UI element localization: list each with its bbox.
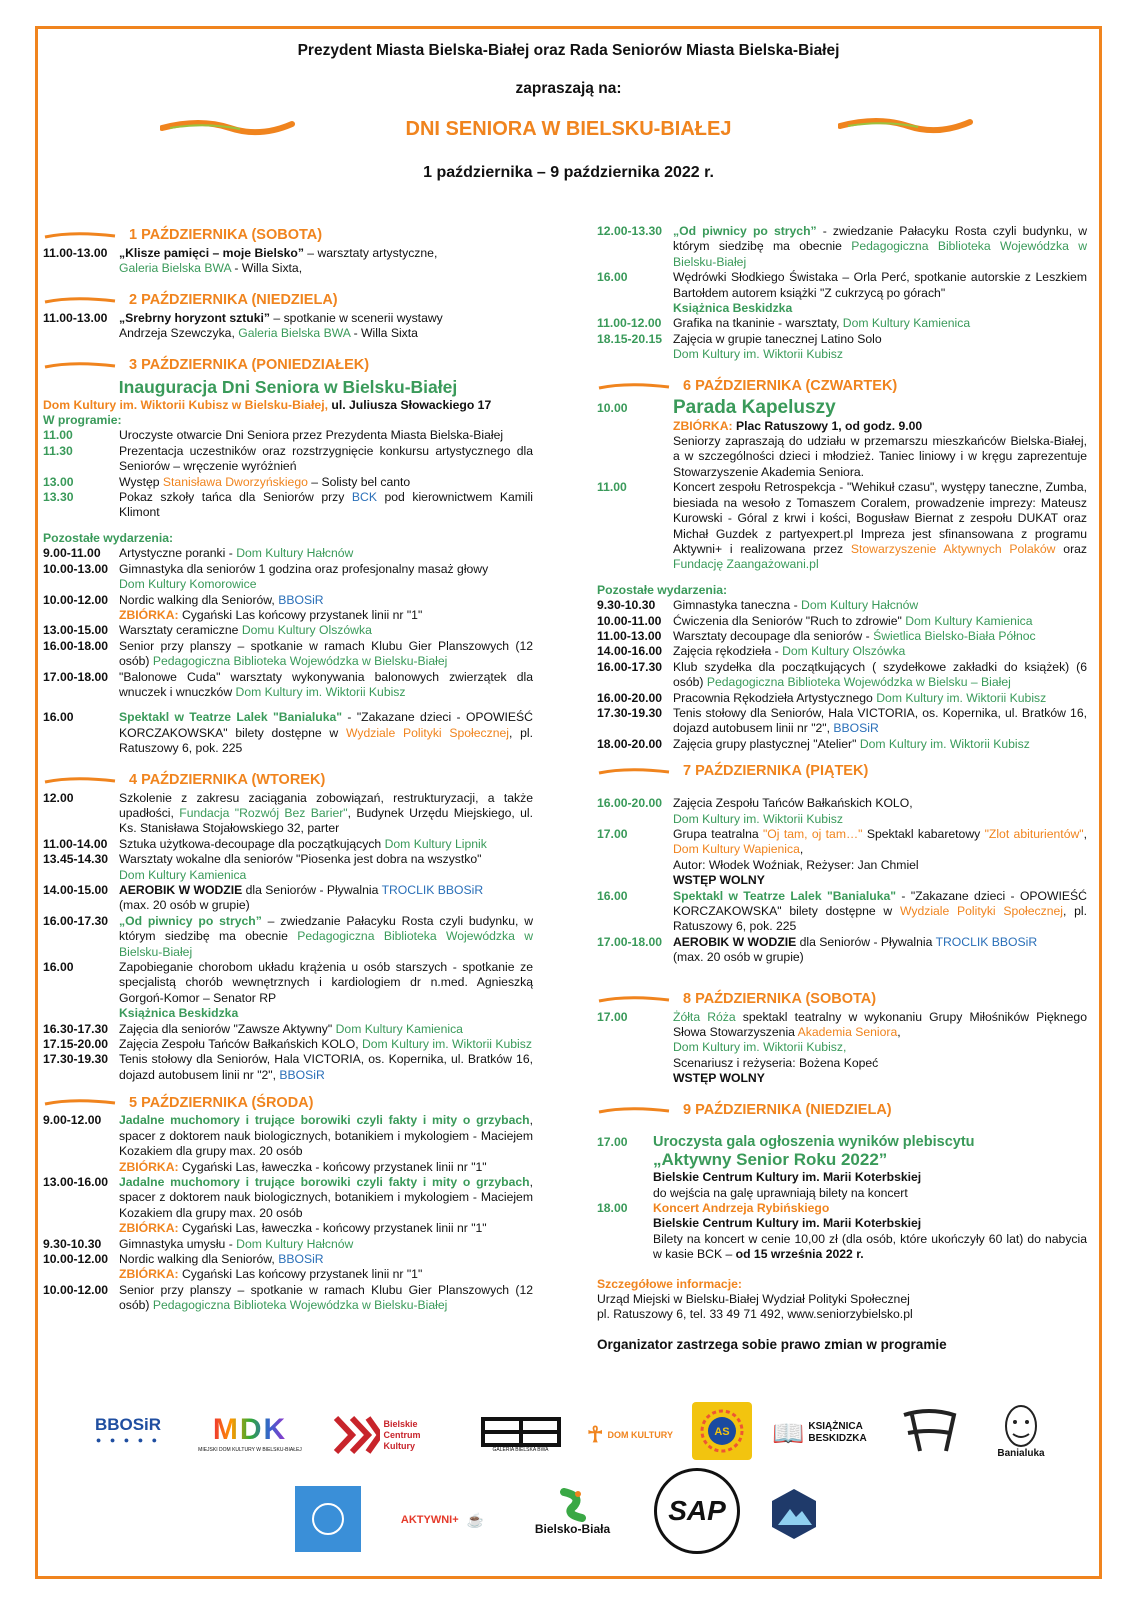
event-dates: 1 października – 9 października 2022 r. — [423, 164, 714, 181]
book-icon: 📖 — [772, 1417, 805, 1448]
figure-icon: ☥ — [587, 1422, 604, 1447]
logo-circle-blue — [295, 1486, 361, 1552]
swoosh-icon — [43, 1098, 117, 1108]
as-sun-icon — [697, 1406, 747, 1456]
logo-bbosir: BBOSiR ● ● ● ● ● — [94, 1415, 162, 1445]
logo-mountain — [768, 1486, 820, 1542]
inauguration-title: Inauguracja Dni Seniora w Bielsku-Białej — [118, 376, 458, 397]
coffee-cup-icon: ☕ — [466, 1511, 485, 1528]
bck-mark-icon — [332, 1414, 380, 1456]
bielsko-mark-icon — [556, 1488, 590, 1522]
logo-dom-kultury: ☥ DOM KULTURY — [587, 1422, 673, 1447]
chair-icon — [894, 1403, 964, 1457]
swoosh-icon — [43, 361, 117, 371]
bwa-mark-icon — [481, 1417, 561, 1447]
day3-heading: 3 PAŹDZIERNIKA (PONIEDZIAŁEK) — [43, 356, 533, 376]
organizer-note: Organizator zastrzega sobie prawo zmian w programie — [597, 1336, 947, 1352]
day2-heading: 2 PAŹDZIERNIKA (NIEDZIELA) — [43, 291, 533, 311]
day8-heading: 8 PAŹDZIERNIKA (SOBOTA) — [597, 990, 1087, 1010]
logo-as — [692, 1402, 752, 1460]
day4-heading: 4 PAŹDZIERNIKA (WTOREK) — [43, 771, 533, 791]
right-column: 12.00-13.30 „Od piwnicy po strych” - zwiedzanie Pałacyku Rosta czyli budynku, w którym siedzibę ma obecnie Pedagogiczna Biblioteka Wojewódzka w Bielsku-Białej 16.00 Wędrówki Słodkiego Świstaka – Orla Perć, spotkanie autorskie z Leszkiem Bartołdem autorem książki "Z cukrzycą po górach" Książnica Beskidzka 11.00-12.00 Grafika na tkaninie - warsztaty, Dom Kultury Kamienica 18.15-20.15 Zajęcia w grupie tanecznej Latino Solo Dom Kultury im. Wiktorii Kubisz 6 PAŹDZIERNIKA (CZWARTEK) 10.00 Parada Kapeluszy ZBIÓRKA: Plac Ratuszowy 1, od godz. 9.00 Seniorzy zapraszają do udziału w przemarszu mieszkańców Bielska-Białej, a w szczególności dzieci i młodzież. Taniec liniowy i w kręgu zaprezentuje Stowarzyszenie Akademia Seniora. 11.00 Koncert zespołu Retrospekcja - "Wehikuł czasu", występy taneczne, Zumba, biesiada na wesoło z Tomaszem Coralem, prowadzenie imprezy: Mateusz Kurowski - Góral z krwi i kości, Bogusław Biernat z zespołu DUKAT oraz Michał Guzdek z partyexpert.pl Impreza jest sfinansowana z programu Aktywni+ i realizowana przez Stowarzyszenie Aktywnych Polaków oraz Fundację Zaangażowani.pl Pozostałe wydarzenia: 9.30-10.30 Gimnastyka taneczna - Dom Kultury Hałcnów 10.00-11.00 Ćwiczenia dla Seniorów "Ruch to zdrowie" Dom Kultury Kamienica 11.00-13.00 Warsztaty decoupage dla seniorów - Świetlica Bielsko-Biała Północ 14.00-16.00 Zajęcia rękodzieła - Dom Kultury Olszówka 16.00-17.30 Klub szydełka dla początkujących ( szydełkowe zakładki do książek) (6 osób) Pedagogiczna Biblioteka Wojewódzka w Bielsku – Białej 16.00-20.00 Pracownia Rękodzieła Artystycznego Dom Kultury im. Wiktorii Kubisz 17.30-19.30 Tenis stołowy dla Seniorów, Hala VICTORIA, os. Kopernika, ul. Bratków 16, dojazd autobusem linii nr "2", BBOSiR 18.00-20.00 Zajęcia grupy plastycznej "Atelier" Dom Kultury im. Wiktorii Kubisz 7 PAŹDZIERNIKA (PIĄTEK) 16.00-20.00 Zajęcia Zespołu Tańców Bałkańskich KOLO, Dom Kultury im. Wiktorii Kubisz 17.00 Grupa teatralna "Oj tam, oj tam…" Spektakl kabaretowy "Zlot abiturientów", Dom Kultury Wapienica, Autor: Włodek Woźniak, Reżyser: Jan Chmiel WSTĘP WOLNY 16.00 Spektakl w Teatrze Lalek "Banialuka" - "Zakazane dzieci - OPOWIEŚĆ KORCZAKOWSKA" bilety dostępne w Wydziale Polityki Społecznej, pl. Ratuszowy 6, pok. 225 17.00-18.00 AEROBIK W WODZIE dla Seniorów - Pływalnia TROCLIK BBOSiR (max. 20 osób w grupie) 8 PAŹDZIERNIKA (SOBOTA) 17.00 Żółta Róża spektakl teatralny w wykonaniu Grupy Miłośników Pięknego Słowa Stowarzyszenia Akademia Seniora, Dom Kultury im. Wiktorii Kubisz, Scenariusz i reżyseria: Bożena Kopeć WSTĘP WOLNY 9 PAŹDZIERNIKA (NIEDZIELA) 17.00 Uroczysta gala ogłoszenia wyników plebiscytu „Aktywny Senior Roku 2022” Bielskie Centrum Kultury im. Marii Koterbskiej do wejścia na galę uprawniają bilety na koncert 18.00 Koncert Andrzeja Rybińskiego Bielskie Centrum Kultury im. Marii Koterbskiej Bilety na koncert w cenie 10,00 zł (dla osób, które ukończyły 60 lat) do nabycia w kasie BCK – od 15 września 2022 r. Szczegółowe informacje: Urząd Miejski w Bielsku-Białej Wydział Polityki Społecznej pl. Ratuszowy 6, tel. 33 49 71 492, www.seniorzybielsko.pl Organizator zastrzega sobie prawo zmian w programie — [597, 224, 1088, 1352]
event-row: 11.00-13.00 „Klisze pamięci – moje Bielsko” – warsztaty artystyczne, Galeria Bielska BWA - Willa Sixta, — [43, 246, 438, 276]
mountain-hex-icon — [770, 1487, 818, 1541]
logo-sap: SAP — [654, 1468, 740, 1554]
logo-chair — [893, 1402, 965, 1458]
left-column: 1 PAŹDZIERNIKA (SOBOTA) 11.00-13.00 „Klisze pamięci – moje Bielsko” – warsztaty artystyczne, Galeria Bielska BWA - Willa Sixta, 2 PAŹDZIERNIKA (NIEDZIELA) 11.00-13.00 „Srebrny horyzont sztuki” – spotkanie w scenerii wystawy Andrzeja Szewczyka, Galeria Bielska BWA - Willa Sixta 3 PAŹDZIERNIKA (PONIEDZIAŁEK) Inauguracja Dni Seniora w Bielsku-Białej Dom Kultury im. Wiktorii Kubisz w Bielsku-Białej, ul. Juliusza Słowackiego 17 W programie: 11.00 Uroczyste otwarcie Dni Seniora przez Prezydenta Miasta Bielska-Białej 11.30 Prezentacja uczestników oraz rozstrzygnięcie konkursu artystycznego dla Seniorów – wręczenie wyróżnień 13.00 Występ Stanisława Dworzyńskiego – Solisty bel canto 13.30 Pokaz szkoły tańca dla Seniorów przy BCK pod kierownictwem Kamili Klimont Pozostałe wydarzenia: 9.00-11.00 Artystyczne poranki - Dom Kultury Hałcnów 10.00-13.00 Gimnastyka dla seniorów 1 godzina oraz profesjonalny masaż głowy Dom Kultury Komorowice 10.00-12.00 Nordic walking dla Seniorów, BBOSiR ZBIÓRKA: Cygański Las końcowy przystanek linii nr "1" 13.00-15.00 Warsztaty ceramiczne Domu Kultury Olszówka 16.00-18.00 Senior przy planszy – spotkanie w ramach Klubu Gier Planszowych (12 osób) Pedagogiczna Biblioteka Wojewódzka w Bielsku-Białej 17.00-18.00 "Balonowe Cuda" warsztaty wykonywania balonowych zwierzątek dla wnuczek i wnuczków Dom Kultury im. Wiktorii Kubisz 16.00 Spektakl w Teatrze Lalek "Banialuka" - "Zakazane dzieci - OPOWIEŚĆ KORCZAKOWSKA" bilety dostępne w Wydziale Polityki Społecznej, pl. Ratuszowy 6, pok. 225 4 PAŹDZIERNIKA (WTOREK) 12.00 Szkolenie z zakresu zaciągania zobowiązań, restrukturyzacji, a także upadłości, Fundacja "Rozwój Bez Barier", Budynek Urzędu Miejskiego, ul. Ks. Stanisława Stojałowskiego 32, parter 11.00-14.00 Sztuka użytkowa-decoupage dla początkujących Dom Kultury Lipnik 13.45-14.30 Warsztaty wokalne dla seniorów "Piosenka jest dobra na wszystko" Dom Kultury Kamienica 14.00-15.00 AEROBIK W WODZIE dla Seniorów - Pływalnia TROCLIK BBOSiR (max. 20 osób w grupie) 16.00-17.30 „Od piwnicy po strych” – zwiedzanie Pałacyku Rosta czyli budynku, w którym siedzibę ma obecnie Pedagogiczna Biblioteka Wojewódzka w Bielsku-Białej 16.00 Zapobieganie chorobom układu krążenia u osób starszych - spotkanie ze specjalistą chorób wewnętrznych i kardiologiem dr n.med. Agnieszką Gorgoń-Komor – Senator RP Książnica Beskidzka 16.30-17.30 Zajęcia dla seniorów "Zawsze Aktywny" Dom Kultury Kamienica 17.15-20.00 Zajęcia Zespołu Tańców Bałkańskich KOLO, Dom Kultury im. Wiktorii Kubisz 17.30-19.30 Tenis stołowy dla Seniorów, Hala VICTORIA, os. Kopernika, ul. Bratków 16, dojazd autobusem linii nr "2", BBOSiR 5 PAŹDZIERNIKA (ŚRODA) 9.00-12.00 Jadalne muchomory i trujące borowiki czyli fakty i mity o grzybach, spacer z doktorem nauk biologicznych, botanikiem i mykologiem - Maciejem Kozakiem dla grupy max. 20 osób ZBIÓRKA: Cygański Las, ławeczka - końcowy przystanek linii nr "1" 13.00-16.00 Jadalne muchomory i trujące borowiki czyli fakty i mity o grzybach, spacer z doktorem nauk biologicznych, botanikiem i mykologiem - Maciejem Kozakiem dla grupy max. 20 osób ZBIÓRKA: Cygański Las, ławeczka - końcowy przystanek linii nr "1" 9.30-10.30 Gimnastyka umysłu - Dom Kultury Hałcnów 10.00-12.00 Nordic walking dla Seniorów, BBOSiR ZBIÓRKA: Cygański Las końcowy przystanek linii nr "1" 10.00-12.00 Senior przy planszy – spotkanie w ramach Klubu Gier Planszowych (12 osób) Pedagogiczna Biblioteka Wojewódzka w Bielsku-Białej — [43, 227, 534, 1313]
day5-heading: 5 PAŹDZIERNIKA (ŚRODA) — [43, 1093, 533, 1113]
swoosh-icon — [43, 231, 117, 241]
event-row: 11.00-13.00 „Srebrny horyzont sztuki” – spotkanie w scenerii wystawy Andrzeja Szewczyka, Galeria Bielska BWA - Willa Sixta — [43, 310, 443, 341]
logo-bwa: GALERIA BIELSKA BWA — [478, 1412, 563, 1458]
info-title: Szczegółowe informacje: — [597, 1276, 742, 1291]
logo-bck: Bielskie Centrum Kultury — [325, 1412, 450, 1458]
swoosh-icon — [597, 767, 671, 777]
swoosh-icon — [597, 382, 671, 392]
day9-heading: 9 PAŹDZIERNIKA (NIEDZIELA) — [597, 1101, 1087, 1121]
puppet-face-icon — [1001, 1404, 1041, 1448]
day6-heading: 6 PAŹDZIERNIKA (CZWARTEK) — [597, 377, 1087, 397]
day1-heading: 1 PAŹDZIERNIKA (SOBOTA) — [43, 226, 533, 246]
svg-text:AS: AS — [714, 1426, 730, 1438]
header-line2: zapraszają na: — [515, 80, 622, 97]
header-line1: Prezydent Miasta Bielska-Białej oraz Rada Seniorów Miasta Bielska-Białej — [297, 42, 840, 59]
swoosh-icon — [43, 296, 117, 306]
logo-mdk: MDK MIEJSKI DOM KULTURY W BIELSKU-BIAŁEJ — [198, 1413, 302, 1453]
day7-heading: 7 PAŹDZIERNIKA (PIĄTEK) — [597, 762, 1087, 782]
logo-aktywni: AKTYWNI+ ☕ — [400, 1511, 485, 1528]
swoosh-icon — [597, 995, 671, 1005]
page-title: DNI SENIORA W BIELSKU-BIAŁEJ — [405, 118, 732, 140]
swoosh-right-icon — [838, 112, 973, 138]
logo-banialuka: Banialuka — [986, 1398, 1056, 1464]
logo-bielsko-biala: Bielsko-Biała — [530, 1480, 615, 1544]
logo-ksiaznica: 📖 KSIĄŻNICA BESKIDZKA — [772, 1417, 867, 1448]
swoosh-icon — [43, 776, 117, 786]
swoosh-icon — [597, 1106, 671, 1116]
